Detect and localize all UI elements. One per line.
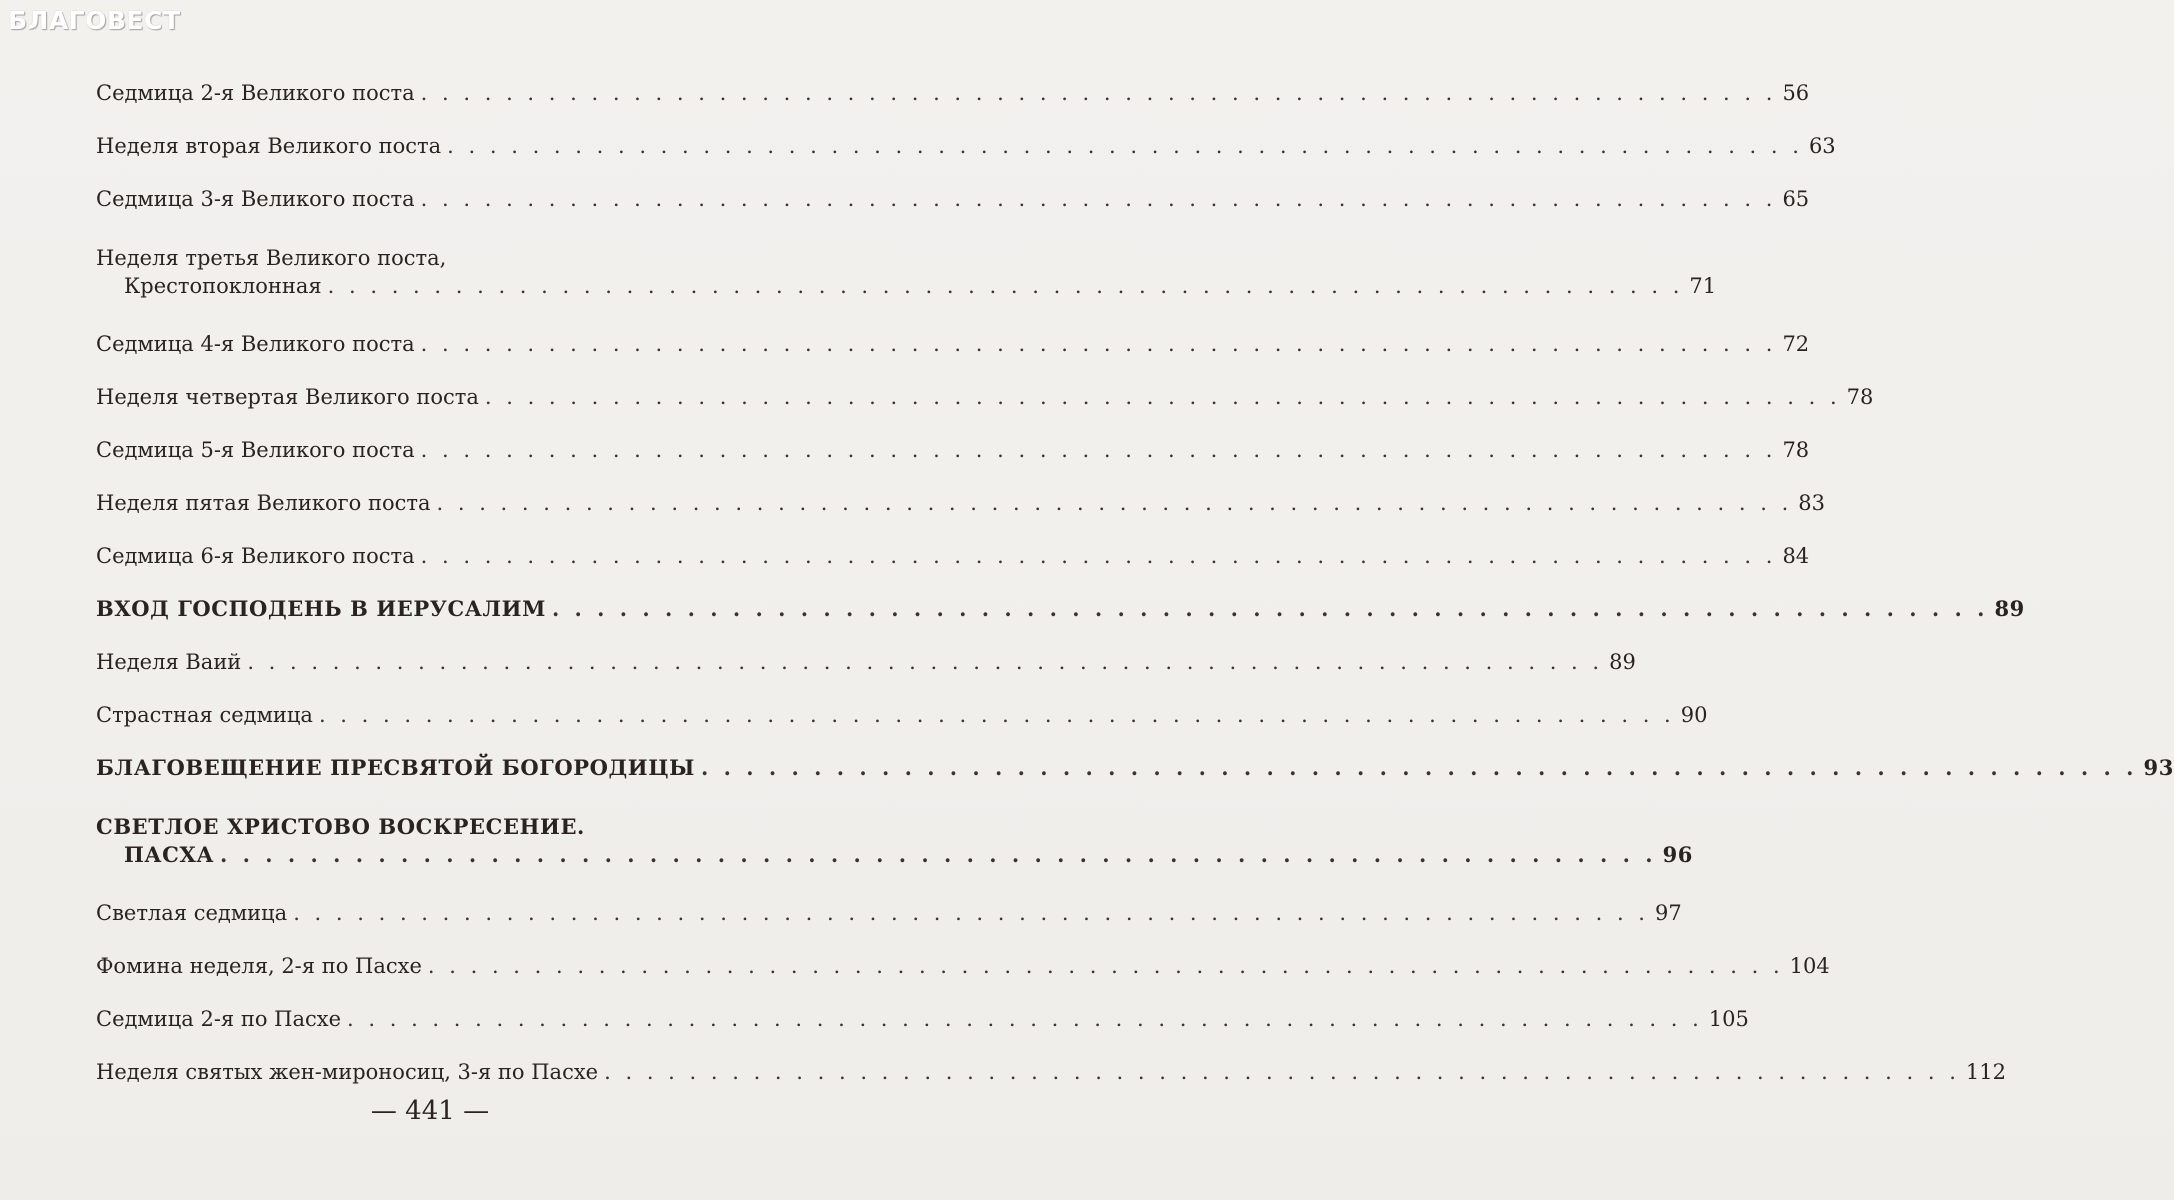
toc-entry-title: Неделя вторая Великого поста xyxy=(96,134,442,158)
toc-entry xyxy=(96,186,1810,212)
page-number: — 441 — xyxy=(370,1096,490,1126)
toc-entry xyxy=(96,953,1830,979)
toc-entry-title-first-line: СВЕТЛОЕ ХРИСТОВО ВОСКРЕСЕНИЕ. xyxy=(96,814,585,839)
toc-entry-page: 65 xyxy=(1782,187,1810,211)
toc-entry-title: Неделя святых жен-мироносиц, 3-я по Пасхе xyxy=(96,1060,599,1084)
dot-leader: . . . . . . . . . . . . . . . . . . . . . . . . . . . . . . . . . . . . . . . . . . . . . . . . . . . . . . . . . . . . . . . . xyxy=(327,274,1684,298)
toc-entry xyxy=(96,331,1810,357)
dot-leader: . . . . . . . . . . . . . . . . . . . . . . . . . . . . . . . . . . . . . . . . . . . . . . . . . . . . . . . . . . . . . . . . xyxy=(420,81,1777,105)
toc-entry-page: 78 xyxy=(1846,385,1874,409)
toc-entry-page: 72 xyxy=(1782,332,1810,356)
dot-leader: . . . . . . . . . . . . . . . . . . . . . . . . . . . . . . . . . . . . . . . . . . . . . . . . . . . . . . . . . . . . . . . . xyxy=(347,1007,1703,1031)
toc-entry-page: 83 xyxy=(1798,491,1825,515)
toc-entry-title: Светлая седмица xyxy=(96,901,288,925)
toc-entry-title: Неделя Ваий xyxy=(96,650,242,674)
toc-entry xyxy=(96,490,1825,516)
toc-entry-title: Седмица 4-я Великого поста xyxy=(96,332,415,356)
dot-leader: . . . . . . . . . . . . . . . . . . . . . . . . . . . . . . . . . . . . . . . . . . . . . . . . . . . . . . . . . . . . . . . . xyxy=(604,1060,1960,1084)
dot-leader: . . . . . . . . . . . . . . . . . . . . . . . . . . . . . . . . . . . . . . . . . . . . . . . . . . . . . . . . . . . . . . . . xyxy=(420,544,1777,568)
toc-entry-page: 112 xyxy=(1965,1060,2006,1084)
toc-entry xyxy=(96,80,1810,106)
dot-leader: . . . . . . . . . . . . . . . . . . . . . . . . . . . . . . . . . . . . . . . . . . . . . . . . . . . . . . . . . . . . . . . . xyxy=(447,134,1803,158)
toc-entry-page: 93 xyxy=(2143,755,2174,780)
dot-leader: . . . . . . . . . . . . . . . . . . . . . . . . . . . . . . . . . . . . . . . . . . . . . . . . . . . . . . . . . . . . . . . . xyxy=(700,755,2138,780)
dot-leader: . . . . . . . . . . . . . . . . . . . . . . . . . . . . . . . . . . . . . . . . . . . . . . . . . . . . . . . . . . . . . . . . xyxy=(551,596,1989,621)
toc-entry-title: Седмица 2-я по Пасхе xyxy=(96,1007,342,1031)
toc-entry-page: 105 xyxy=(1708,1007,1749,1031)
toc-entry-page: 90 xyxy=(1680,703,1708,727)
dot-leader: . . . . . . . . . . . . . . . . . . . . . . . . . . . . . . . . . . . . . . . . . . . . . . . . . . . . . . . . . . . . . . . . xyxy=(247,650,1604,674)
toc-entry-page: 89 xyxy=(1994,596,2025,621)
toc-entry xyxy=(96,384,1874,410)
toc-entry-title: Неделя пятая Великого поста xyxy=(96,491,431,515)
toc-entry-page: 104 xyxy=(1789,954,1830,978)
toc-entry-page: 56 xyxy=(1782,81,1810,105)
toc-entry-title: Неделя четвертая Великого поста xyxy=(96,385,479,409)
toc-entry-page: 71 xyxy=(1689,274,1717,298)
toc-entry-title: Крестопоклонная xyxy=(124,274,322,298)
dot-leader: . . . . . . . . . . . . . . . . . . . . . . . . . . . . . . . . . . . . . . . . . . . . . . . . . . . . . . . . . . . . . . . . xyxy=(427,954,1784,978)
toc-entry-page: 97 xyxy=(1654,901,1682,925)
dot-leader: . . . . . . . . . . . . . . . . . . . . . . . . . . . . . . . . . . . . . . . . . . . . . . . . . . . . . . . . . . . . . . . . xyxy=(484,385,1841,409)
toc-entry-title: ВХОД ГОСПОДЕНЬ В ИЕРУСАЛИМ xyxy=(96,596,546,621)
toc-entry xyxy=(96,702,1708,728)
toc-entry xyxy=(96,244,1717,300)
toc-entry xyxy=(96,900,1682,926)
toc-entry-title-first-line: Неделя третья Великого поста, xyxy=(96,246,447,270)
toc-entry xyxy=(96,133,1836,159)
toc-entry xyxy=(96,543,1810,569)
watermark-logo: БЛАГОВЕСТ xyxy=(8,6,181,35)
toc-entry xyxy=(96,755,2174,781)
toc-entry xyxy=(96,1006,1749,1032)
dot-leader: . . . . . . . . . . . . . . . . . . . . . . . . . . . . . . . . . . . . . . . . . . . . . . . . . . . . . . . . . . . . . . . . xyxy=(420,438,1777,462)
toc-entry xyxy=(96,1059,2006,1085)
toc-entry-page: 78 xyxy=(1782,438,1810,462)
toc-entry xyxy=(96,437,1810,463)
toc-entry-page: 84 xyxy=(1782,544,1810,568)
toc-entry xyxy=(96,596,2025,622)
dot-leader: . . . . . . . . . . . . . . . . . . . . . . . . . . . . . . . . . . . . . . . . . . . . . . . . . . . . . . . . . . . . . . . . xyxy=(420,187,1777,211)
dot-leader: . . . . . . . . . . . . . . . . . . . . . . . . . . . . . . . . . . . . . . . . . . . . . . . . . . . . . . . . . . . . . . . . xyxy=(436,491,1793,515)
dot-leader: . . . . . . . . . . . . . . . . . . . . . . . . . . . . . . . . . . . . . . . . . . . . . . . . . . . . . . . . . . . . . . . . xyxy=(293,901,1649,925)
toc-entry-page: 63 xyxy=(1808,134,1836,158)
toc-entry-title: Страстная седмица xyxy=(96,703,313,727)
toc-entry-title: Седмица 2-я Великого поста xyxy=(96,81,415,105)
dot-leader: . . . . . . . . . . . . . . . . . . . . . . . . . . . . . . . . . . . . . . . . . . . . . . . . . . . . . . . . . . . . . . . . xyxy=(318,703,1675,727)
toc-entry xyxy=(96,813,1693,869)
dot-leader: . . . . . . . . . . . . . . . . . . . . . . . . . . . . . . . . . . . . . . . . . . . . . . . . . . . . . . . . . . . . . . . . xyxy=(420,332,1777,356)
dot-leader: . . . . . . . . . . . . . . . . . . . . . . . . . . . . . . . . . . . . . . . . . . . . . . . . . . . . . . . . . . . . . . . . xyxy=(220,842,1657,867)
toc-entry-page: 96 xyxy=(1662,842,1693,867)
toc-entry-title: ПАСХА xyxy=(124,842,215,867)
toc-entry-title: Седмица 6-я Великого поста xyxy=(96,544,415,568)
toc-entry-title: Седмица 3-я Великого поста xyxy=(96,187,415,211)
toc-entry-page: 89 xyxy=(1609,650,1636,674)
toc-entry-title: Седмица 5-я Великого поста xyxy=(96,438,415,462)
toc-entry-title: БЛАГОВЕЩЕНИЕ ПРЕСВЯТОЙ БОГОРОДИЦЫ xyxy=(96,755,695,780)
toc-entry-title: Фомина неделя, 2-я по Пасхе xyxy=(96,954,422,978)
toc-entry xyxy=(96,649,1636,675)
